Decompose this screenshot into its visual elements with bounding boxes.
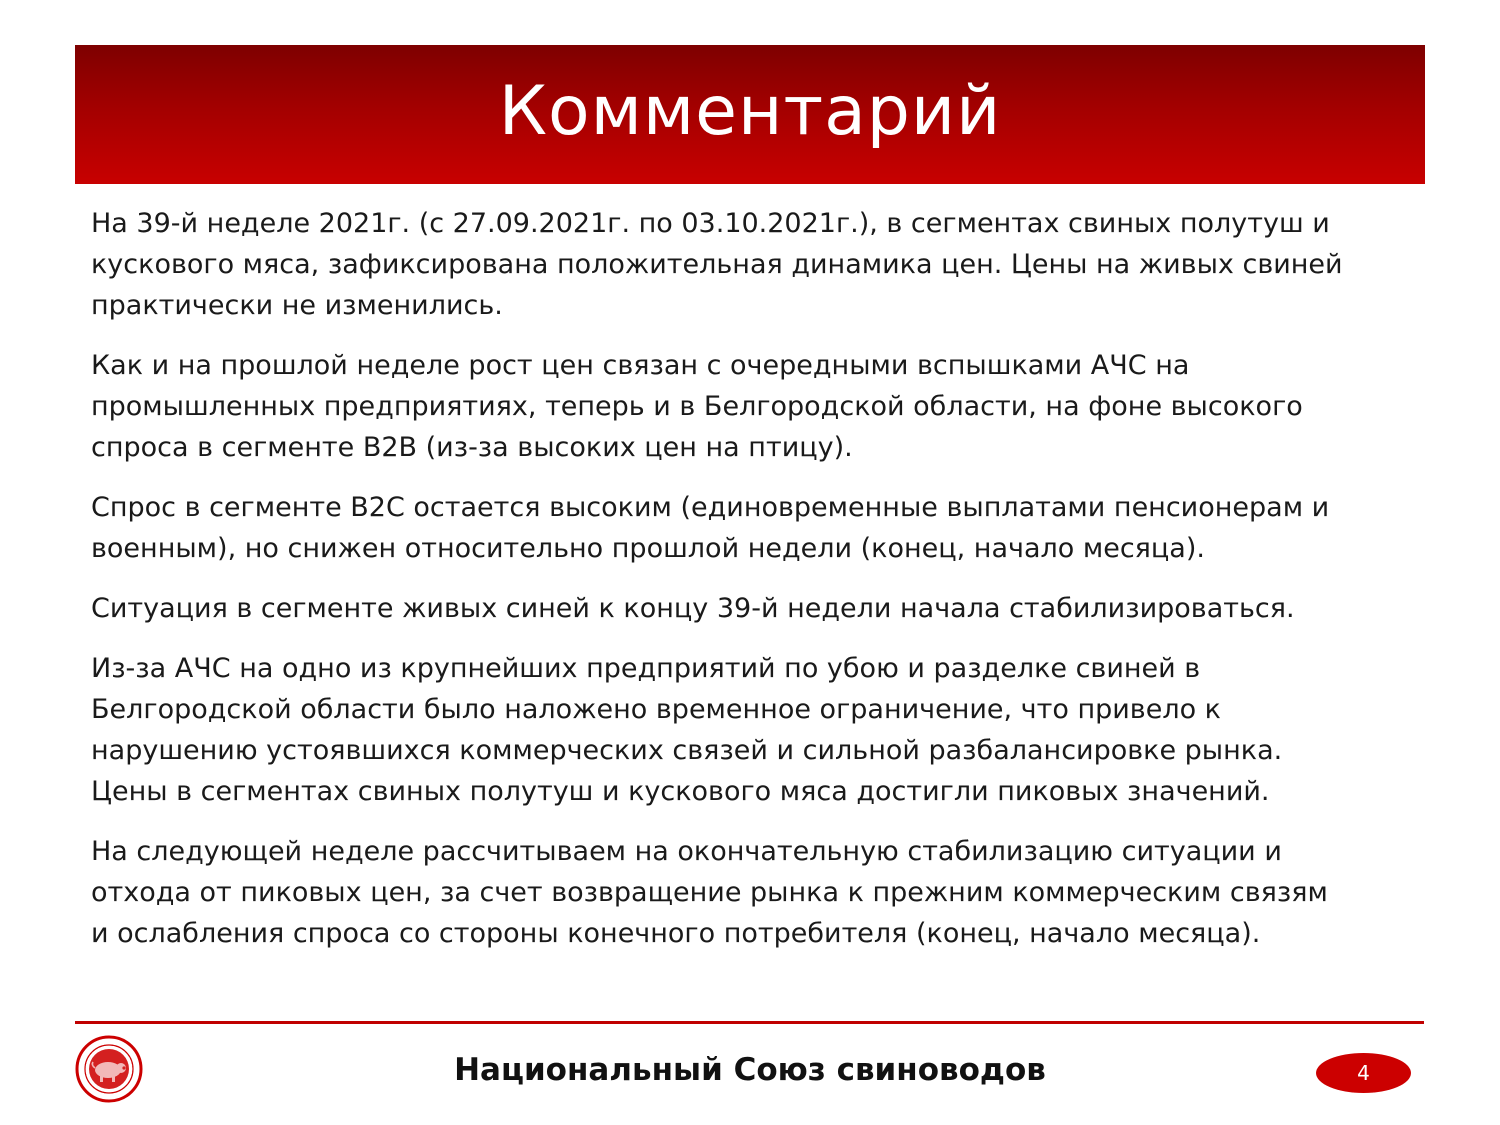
page-number-badge bbox=[1316, 1053, 1411, 1093]
page-title: Комментарий bbox=[498, 72, 1002, 151]
page-number: 4 bbox=[1357, 1061, 1370, 1085]
paragraph-next-week-outlook: На следующей неделе рассчитываем на окончательную стабилизацию ситуации и отхода от пиковых цен, за счет возвращение рынка к прежним коммерческим связям и ослабления спроса со стороны конечного потребителя (конец, начало месяца). bbox=[91, 836, 1328, 949]
title-banner bbox=[75, 45, 1425, 184]
paragraph-live-pigs: Ситуация в сегменте живых синей к концу 39-й недели начала стабилизироваться. bbox=[91, 593, 1295, 624]
paragraph-b2c-demand: Спрос в сегменте B2C остается высоким (единовременные выплатами пенсионерам и военным), но снижен относительно прошлой недели (конец, начало месяца). bbox=[91, 492, 1330, 564]
footer-organization-name: Национальный Союз свиноводов bbox=[454, 1052, 1046, 1088]
paragraph-week-summary: На 39-й неделе 2021г. (с 27.09.2021г. по 03.10.2021г.), в сегментах свиных полутуш и кускового мяса, зафиксирована положительная динамика цен. Цены на живых свиней практически не изменились. bbox=[91, 208, 1343, 321]
paragraph-plant-restriction: Из-за АЧС на одно из крупнейших предприятий по убою и разделке свиней в Белгородской области было наложено временное ограничение, что привело к нарушению устоявшихся коммерческих связей и сильной разбалансировке рынка. Цены в сегментах свиных полутуш и кускового мяса достигли пиковых значений. bbox=[91, 653, 1283, 807]
comment-body bbox=[91, 203, 1411, 973]
footer-divider bbox=[75, 1021, 1424, 1024]
paragraph-price-growth: Как и на прошлой неделе рост цен связан с очередными вспышками АЧС на промышленных предприятиях, теперь и в Белгородской области, на фоне высокого спроса в сегменте B2B (из-за высоких цен на птицу). bbox=[91, 350, 1303, 463]
